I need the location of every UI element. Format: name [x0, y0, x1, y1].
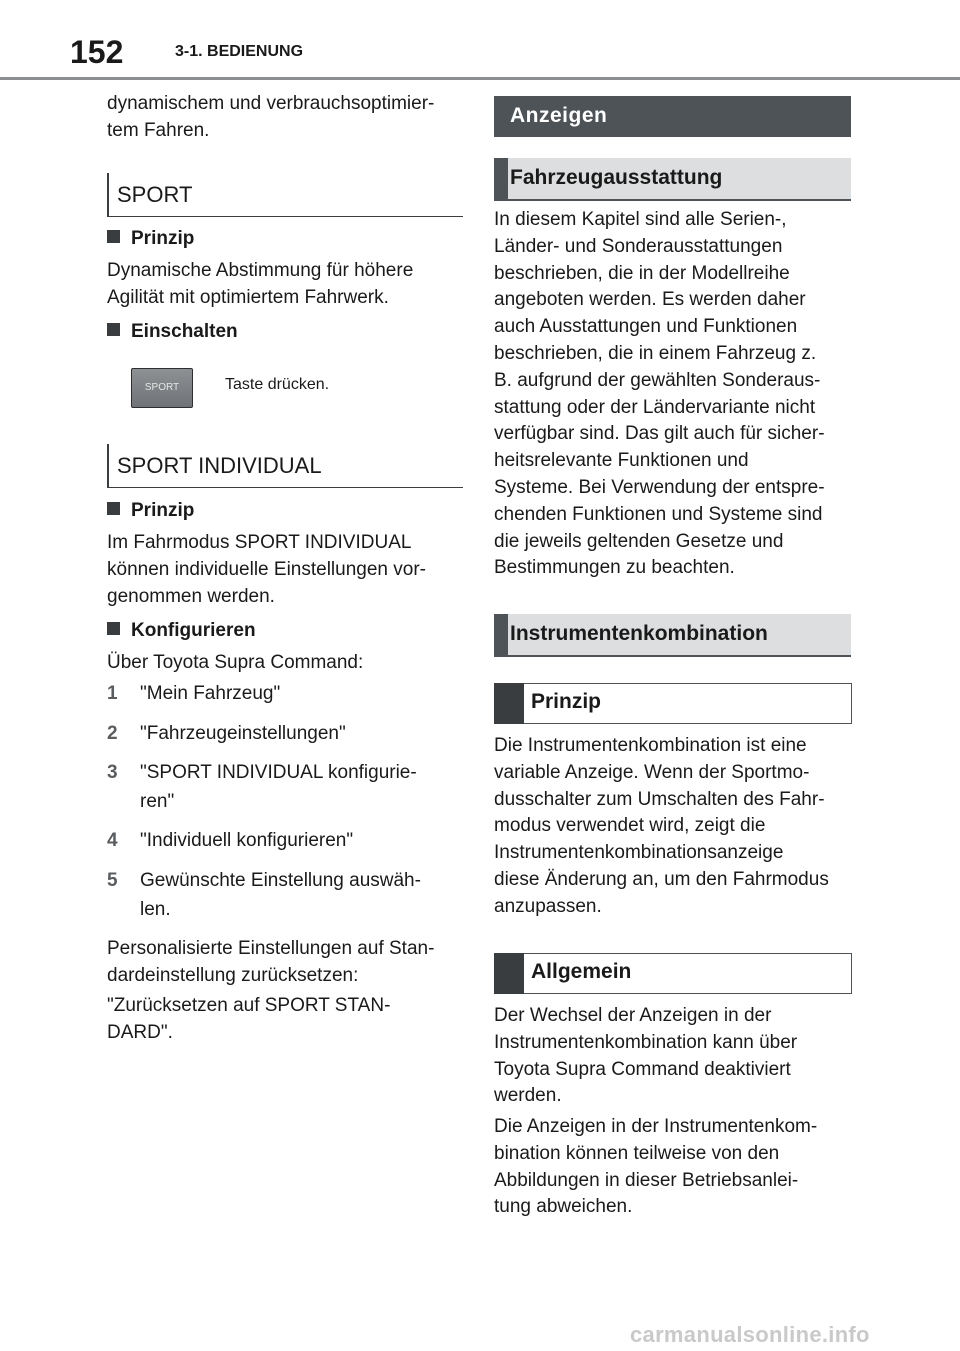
paragraph-line: bination können teilweise von den [494, 1142, 780, 1164]
section-sport [107, 173, 463, 217]
banner-title: Prinzip [531, 690, 602, 713]
paragraph-line: angeboten werden. Es werden daher [494, 289, 806, 311]
paragraph-line: Abbildungen in dieser Betriebsanlei- [494, 1169, 799, 1191]
paragraph-line: verfügbar sind. Das gilt auch für sicher- [494, 423, 825, 445]
paragraph-line: variable Anzeige. Wenn der Sportmo- [494, 761, 810, 783]
paragraph-line: chenden Funktionen und Systeme sind [494, 503, 823, 525]
paragraph-line: auch Ausstattungen und Funktionen [494, 316, 798, 338]
banner-bar [494, 614, 508, 655]
banner-bar [494, 953, 524, 994]
subheading-prinzip: Prinzip [107, 227, 194, 251]
paragraph-line: heitsrelevante Funktionen und [494, 450, 749, 472]
paragraph-line: Über Toyota Supra Command: [107, 652, 364, 673]
square-bullet-icon [107, 502, 120, 515]
paragraph-line: die jeweils geltenden Gesetze und [494, 530, 784, 552]
subsection-banner-allgemein [494, 953, 852, 994]
subheading-einschalten: Einschalten [107, 320, 238, 344]
section-rule [107, 487, 463, 488]
paragraph-line: "Zurücksetzen auf SPORT STAN- [107, 995, 391, 1016]
paragraph-line: Agilität mit optimiertem Fahrwerk. [107, 287, 389, 308]
paragraph-line: Personalisierte Einstellungen auf Stan- [107, 938, 435, 959]
paragraph-line: Toyota Supra Command deaktiviert [494, 1058, 791, 1080]
paragraph-line: beschrieben, die in der Modellreihe [494, 262, 790, 284]
paragraph-line: Instrumentenkombination kann über [494, 1031, 798, 1053]
banner-title: Fahrzeugausstattung [510, 166, 723, 189]
paragraph-line: Instrumentenkombinationsanzeige [494, 842, 784, 864]
paragraph-line: Systeme. Bei Verwendung der entspre- [494, 477, 825, 498]
page-header [0, 0, 960, 80]
page-number: 152 [70, 34, 124, 70]
paragraph-line: DARD". [107, 1022, 173, 1043]
section-banner-instrumentenkombination [494, 614, 851, 655]
banner-rule [494, 655, 851, 657]
paragraph-line: Dynamische Abstimmung für höhere [107, 260, 414, 281]
paragraph-line: Im Fahrmodus SPORT INDIVIDUAL [107, 532, 412, 553]
section-title: SPORT INDIVIDUAL [117, 453, 322, 478]
paragraph-line: Der Wechsel der Anzeigen in der [494, 1005, 772, 1026]
section-sport-individual [107, 444, 463, 488]
paragraph-line: genommen werden. [107, 586, 275, 607]
banner-title: Anzeigen [510, 104, 608, 127]
paragraph-line: Länder- und Sonderausstattungen [494, 235, 783, 257]
paragraph-line: stattung oder der Ländervariante nicht [494, 396, 816, 418]
chapter-banner-anzeigen [494, 96, 851, 137]
square-bullet-icon [107, 323, 120, 336]
paragraph-line: können individuelle Einstellungen vor- [107, 559, 426, 580]
intro-line: dynamischem und verbrauchsoptimier- [107, 93, 435, 114]
subsection-banner-prinzip [494, 683, 852, 724]
banner-bar [494, 683, 524, 724]
banner-title: Allgemein [531, 960, 632, 983]
section-bar [107, 173, 109, 217]
banner-bar [494, 158, 508, 199]
paragraph-line: dardeinstellung zurücksetzen: [107, 965, 359, 986]
intro-line: tem Fahren. [107, 120, 210, 141]
paragraph-line: In diesem Kapitel sind alle Serien-, [494, 209, 787, 230]
banner-title: Instrumentenkombination [510, 622, 768, 645]
paragraph-line: beschrieben, die in einem Fahrzeug z. [494, 343, 817, 364]
sport-button-illustration: SPORT [131, 368, 193, 408]
paragraph-line: werden. [494, 1085, 562, 1107]
button-caption: Taste drücken. [225, 376, 330, 393]
paragraph-line: dusschalter zum Umschalten des Fahr- [494, 788, 825, 810]
section-bar [107, 444, 109, 488]
paragraph-line: Bestimmungen zu beachten. [494, 557, 735, 579]
watermark: carmanualsonline.info [630, 1322, 870, 1347]
chapter-title: 3-1. BEDIENUNG [175, 43, 304, 60]
paragraph-line: Die Anzeigen in der Instrumentenkom- [494, 1116, 818, 1137]
paragraph-line: B. aufgrund der gewählten Sonderaus- [494, 369, 821, 391]
banner-rule [494, 199, 851, 201]
subheading-prinzip: Prinzip [107, 499, 194, 523]
paragraph-line: modus verwendet wird, zeigt die [494, 815, 766, 837]
paragraph-line: anzupassen. [494, 895, 602, 917]
section-title: SPORT [117, 182, 193, 207]
section-rule [107, 216, 463, 217]
paragraph-line: diese Änderung an, um den Fahrmodus [494, 869, 829, 890]
square-bullet-icon [107, 230, 120, 243]
header-divider [0, 77, 960, 80]
section-banner-fahrzeugausstattung [494, 158, 851, 199]
subheading-konfigurieren: Konfigurieren [107, 619, 256, 643]
paragraph-line: tung abweichen. [494, 1196, 633, 1218]
square-bullet-icon [107, 622, 120, 635]
paragraph-line: Die Instrumentenkombination ist eine [494, 735, 807, 756]
